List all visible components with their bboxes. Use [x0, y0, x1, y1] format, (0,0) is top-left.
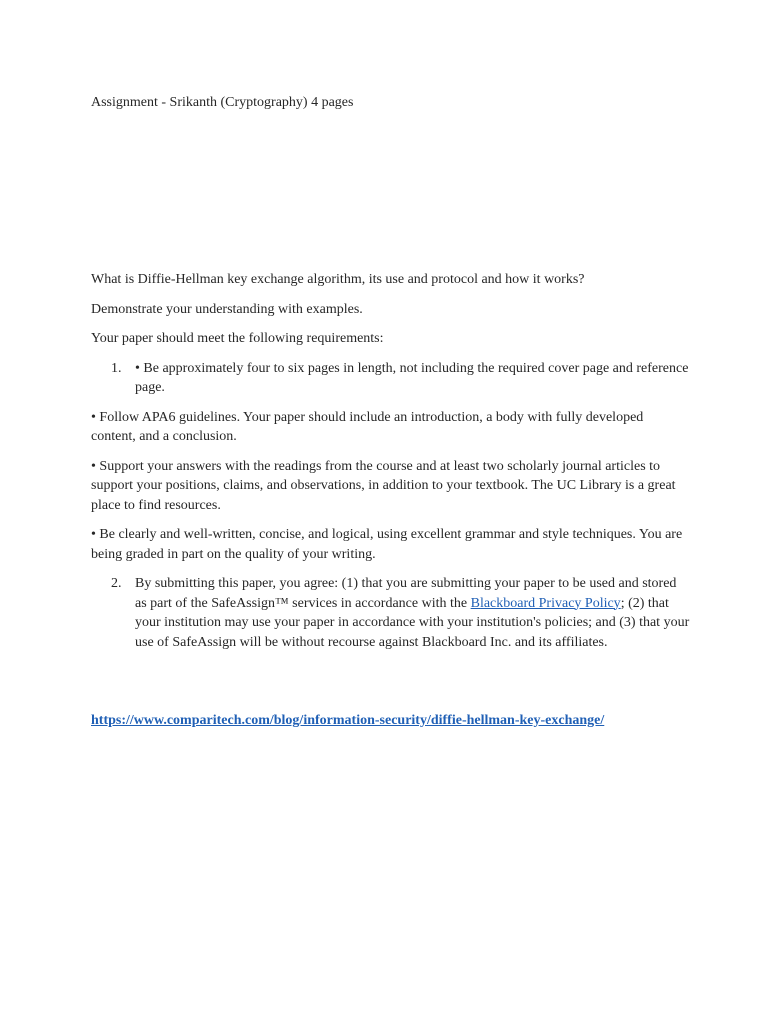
- list-item-1-text: • Be approximately four to six pages in length, not including the required cover page and reference page.: [135, 360, 689, 395]
- bullet-apa: • Follow APA6 guidelines. Your paper should include an introduction, a body with fully developed content, and a conclusion.: [91, 409, 644, 444]
- list-number-1: 1.: [111, 360, 122, 376]
- document-body: [91, 270, 691, 662]
- demonstrate-paragraph: Demonstrate your understanding with examples.: [91, 301, 363, 317]
- list-item-2-text-after: ; (2) that your institution may use your paper in accordance with your institution's policies; and (3) that your use of SafeAssign will be without recourse against Blackboard Inc. and its affiliates.: [135, 595, 690, 650]
- list-item-2-text: [135, 574, 691, 652]
- blackboard-privacy-policy-link[interactable]: Blackboard Privacy Policy: [470, 595, 621, 611]
- reference-url-link[interactable]: https://www.comparitech.com/blog/information-security/diffie-hellman-key-exchange/: [91, 713, 605, 728]
- list-number-2: 2.: [111, 576, 122, 591]
- list-item-2-text-before: By submitting this paper, you agree: (1) that you are submitting your paper to be used and stored as part of the SafeAssign™ services in accordance with the: [135, 576, 677, 611]
- list-item-1: [91, 359, 691, 398]
- bullet-support: • Support your answers with the readings from the course and at least two scholarly journal articles to support your positions, claims, and observations, in addition to your textbook. The UC Library is a great place to find resources.: [91, 458, 676, 513]
- document-title: Assignment - Srikanth (Cryptography) 4 pages: [91, 95, 354, 110]
- requirements-intro: Your paper should meet the following requirements:: [91, 331, 384, 346]
- list-item-2: [91, 574, 691, 652]
- bullet-clear: • Be clearly and well-written, concise, and logical, using excellent grammar and style techniques. You are being graded in part on the quality of your writing.: [91, 527, 683, 562]
- question-paragraph: What is Diffie-Hellman key exchange algorithm, its use and protocol and how it works?: [91, 272, 585, 287]
